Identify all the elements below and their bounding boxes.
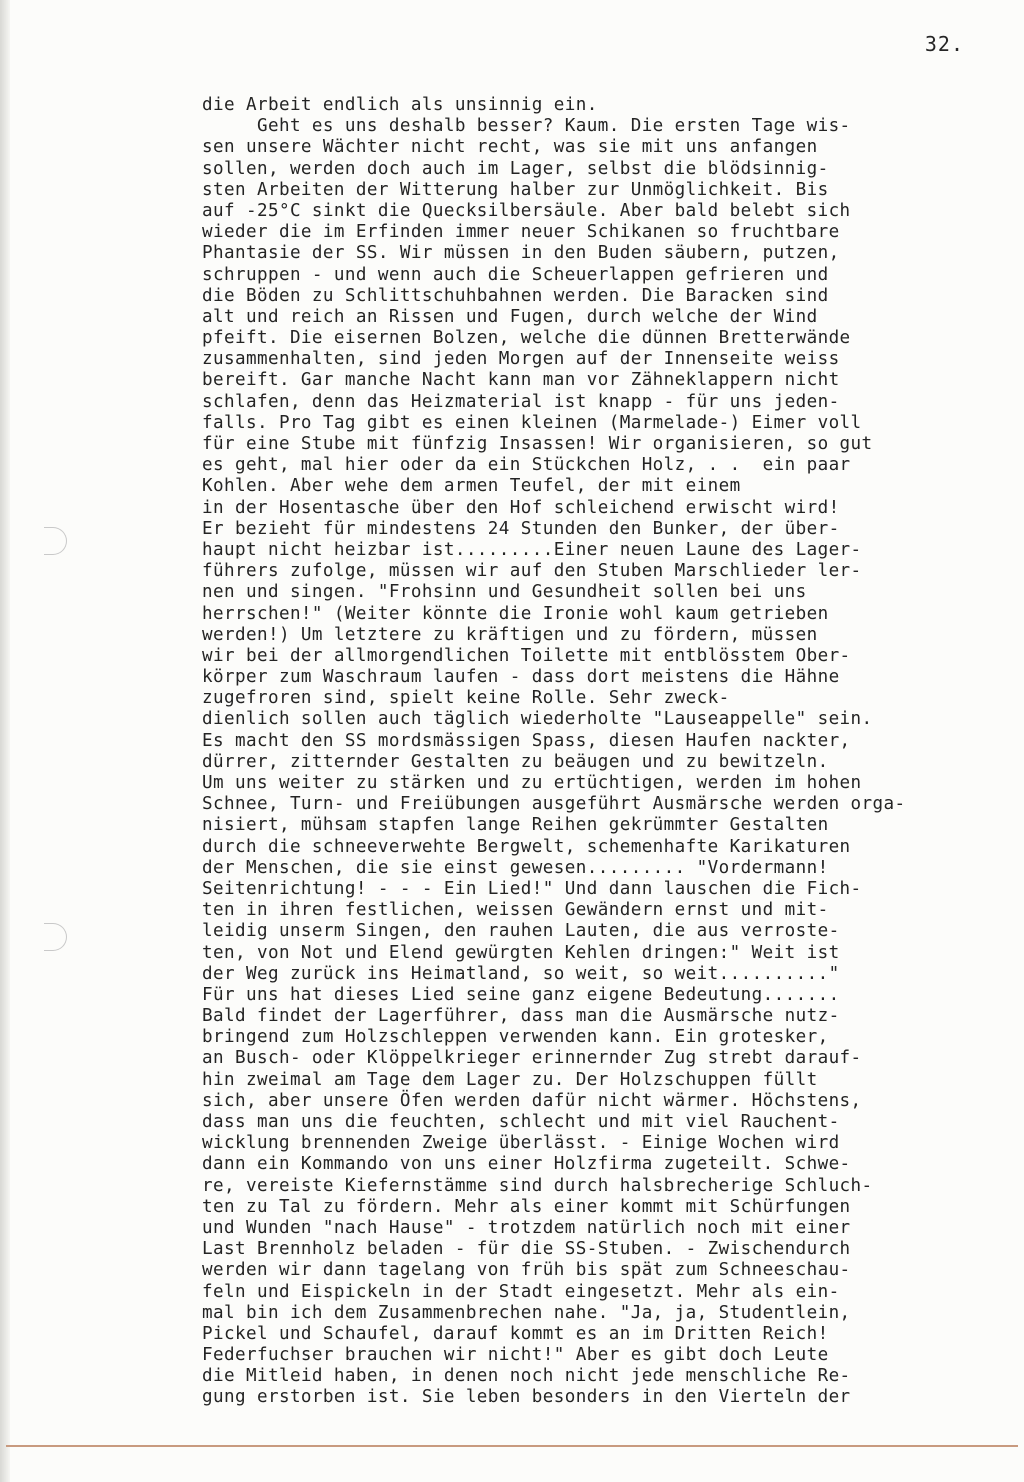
text-line: Phantasie der SS. Wir müssen in den Buden säubern, putzen, — [202, 243, 840, 264]
text-line: führers zufolge, müssen wir auf den Stuben Marschlieder ler- — [202, 561, 862, 582]
text-line: re, vereiste Kiefernstämme sind durch halsbrecherige Schluch- — [202, 1175, 873, 1196]
text-line: Geht es uns deshalb besser? Kaum. Die ersten Tage wis- — [202, 116, 851, 137]
text-line: nen und singen. "Frohsinn und Gesundheit sollen bei uns — [202, 582, 807, 603]
text-line: bringend zum Holzschleppen verwenden kann. Ein grotesker, — [202, 1027, 829, 1048]
text-line: herrschen!" (Weiter könnte die Ironie wohl kaum getrieben — [202, 603, 829, 624]
text-line: sich, aber unsere Öfen werden dafür nicht wärmer. Höchstens, — [202, 1090, 862, 1111]
text-line: Kohlen. Aber wehe dem armen Teufel, der mit einem — [202, 476, 741, 497]
text-line: haupt nicht heizbar ist.........Einer neuen Laune des Lager- — [202, 539, 862, 560]
text-line: der Weg zurück ins Heimatland, so weit, so weit.........." — [202, 963, 840, 984]
text-line: werden!) Um letztere zu kräftigen und zu fördern, müssen — [202, 624, 818, 645]
text-line: nisiert, mühsam stapfen lange Reihen gekrümmter Gestalten — [202, 815, 829, 836]
text-line: an Busch- oder Klöppelkrieger erinnernder Zug strebt darauf- — [202, 1048, 862, 1069]
text-line: sen unsere Wächter nicht recht, was sie mit uns anfangen — [202, 137, 818, 158]
body-text — [202, 95, 992, 1409]
text-line: dass man uns die feuchten, schlecht und mit viel Rauchent- — [202, 1112, 840, 1132]
text-line: schruppen - und wenn auch die Scheuerlappen gefrieren und — [202, 264, 829, 285]
text-line: falls. Pro Tag gibt es einen kleinen (Marmelade-) Eimer voll — [202, 412, 862, 433]
text-line: durch die schneeverwehte Bergwelt, schemenhafte Karikaturen — [202, 836, 851, 857]
text-line: körper zum Waschraum laufen - dass dort meistens die Hähne — [202, 667, 840, 688]
text-line: Er bezieht für mindestens 24 Stunden den Bunker, der über- — [202, 518, 840, 539]
text-line: ten in ihren festlichen, weissen Gewändern ernst und mit- — [202, 900, 829, 921]
text-line: dann ein Kommando von uns einer Holzfirma zugeteilt. Schwe- — [202, 1154, 851, 1175]
text-line: Bald findet der Lagerführer, dass man die Ausmärsche nutz- — [202, 1006, 840, 1027]
text-line: für eine Stube mit fünfzig Insassen! Wir organisieren, so gut — [202, 434, 873, 454]
text-line: dürrer, zitternder Gestalten zu beäugen und zu bewitzeln. — [202, 751, 829, 772]
punch-hole-mark — [44, 923, 67, 951]
text-line: und Wunden "nach Hause" - trotzdem natürlich noch mit einer — [202, 1217, 851, 1238]
text-line: in der Hosentasche über den Hof schleichend erwischt wird! — [202, 497, 840, 518]
text-line: sollen, werden doch auch im Lager, selbst die blödsinnig- — [202, 158, 829, 179]
text-line: wir bei der allmorgendlichen Toilette mit entblösstem Ober- — [202, 645, 851, 666]
text-line: schlafen, denn das Heizmaterial ist knapp - für uns jeden- — [202, 391, 840, 412]
text-line: Last Brennholz beladen - für die SS-Stuben. - Zwischendurch — [202, 1239, 851, 1260]
text-line: Pickel und Schaufel, darauf kommt es an im Dritten Reich! — [202, 1323, 829, 1344]
text-line: gung erstorben ist. Sie leben besonders in den Vierteln der — [202, 1387, 851, 1408]
text-line: alt und reich an Rissen und Fugen, durch welche der Wind — [202, 306, 818, 327]
text-line: hin zweimal am Tage dem Lager zu. Der Holzschuppen füllt — [202, 1069, 818, 1090]
text-line: mal bin ich dem Zusammenbrechen nahe. "Ja, ja, Studentlein, — [202, 1302, 851, 1323]
page-left-edge — [0, 0, 10, 1482]
text-line: Für uns hat dieses Lied seine ganz eigene Bedeutung....... — [202, 984, 840, 1005]
text-line: Es macht den SS mordsmässigen Spass, diesen Haufen nackter, — [202, 730, 851, 751]
text-line: Schnee, Turn- und Freiübungen ausgeführt Ausmärsche werden orga- — [202, 794, 906, 815]
text-line: der Menschen, die sie einst gewesen......... "Vordermann! — [202, 857, 829, 878]
text-line: feln und Eispickeln in der Stadt eingesetzt. Mehr als ein- — [202, 1281, 840, 1302]
text-line: Um uns weiter zu stärken und zu ertüchtigen, werden im hohen — [202, 773, 862, 793]
text-line: die Mitleid haben, in denen noch nicht jede menschliche Re- — [202, 1366, 851, 1387]
text-line: auf -25°C sinkt die Quecksilbersäule. Aber bald belebt sich — [202, 200, 851, 221]
text-line: ten, von Not und Elend gewürgten Kehlen dringen:" Weit ist — [202, 942, 840, 963]
text-line: Federfuchser brauchen wir nicht!" Aber es gibt doch Leute — [202, 1345, 829, 1366]
text-line: wicklung brennenden Zweige überlässt. - Einige Wochen wird — [202, 1133, 840, 1154]
text-line: die Arbeit endlich als unsinnig ein. — [202, 95, 598, 115]
text-line: die Böden zu Schlittschuhbahnen werden. Die Baracken sind — [202, 285, 829, 306]
page-number: 32. — [924, 32, 964, 56]
text-line: pfeift. Die eisernen Bolzen, welche die dünnen Bretterwände — [202, 328, 851, 349]
bottom-divider — [6, 1445, 1018, 1447]
text-line: bereift. Gar manche Nacht kann man vor Zähneklappern nicht — [202, 370, 840, 391]
text-line: zusammenhalten, sind jeden Morgen auf der Innenseite weiss — [202, 349, 840, 370]
text-line: wieder die im Erfinden immer neuer Schikanen so fruchtbare — [202, 222, 840, 243]
text-line: leidig unserm Singen, den rauhen Lauten, die aus verroste- — [202, 921, 840, 942]
punch-hole-mark — [44, 527, 67, 555]
text-line: werden wir dann tagelang von früh bis spät zum Schneeschau- — [202, 1260, 851, 1281]
text-line: ten zu Tal zu fördern. Mehr als einer kommt mit Schürfungen — [202, 1196, 851, 1217]
text-line: sten Arbeiten der Witterung halber zur Unmöglichkeit. Bis — [202, 179, 829, 200]
text-line: Seitenrichtung! - - - Ein Lied!" Und dann lauschen die Fich- — [202, 878, 862, 899]
text-line: dienlich sollen auch täglich wiederholte "Lauseappelle" sein. — [202, 709, 873, 730]
text-line: zugefroren sind, spielt keine Rolle. Sehr zweck- — [202, 688, 730, 709]
text-line: es geht, mal hier oder da ein Stückchen Holz, . . ein paar — [202, 455, 851, 476]
